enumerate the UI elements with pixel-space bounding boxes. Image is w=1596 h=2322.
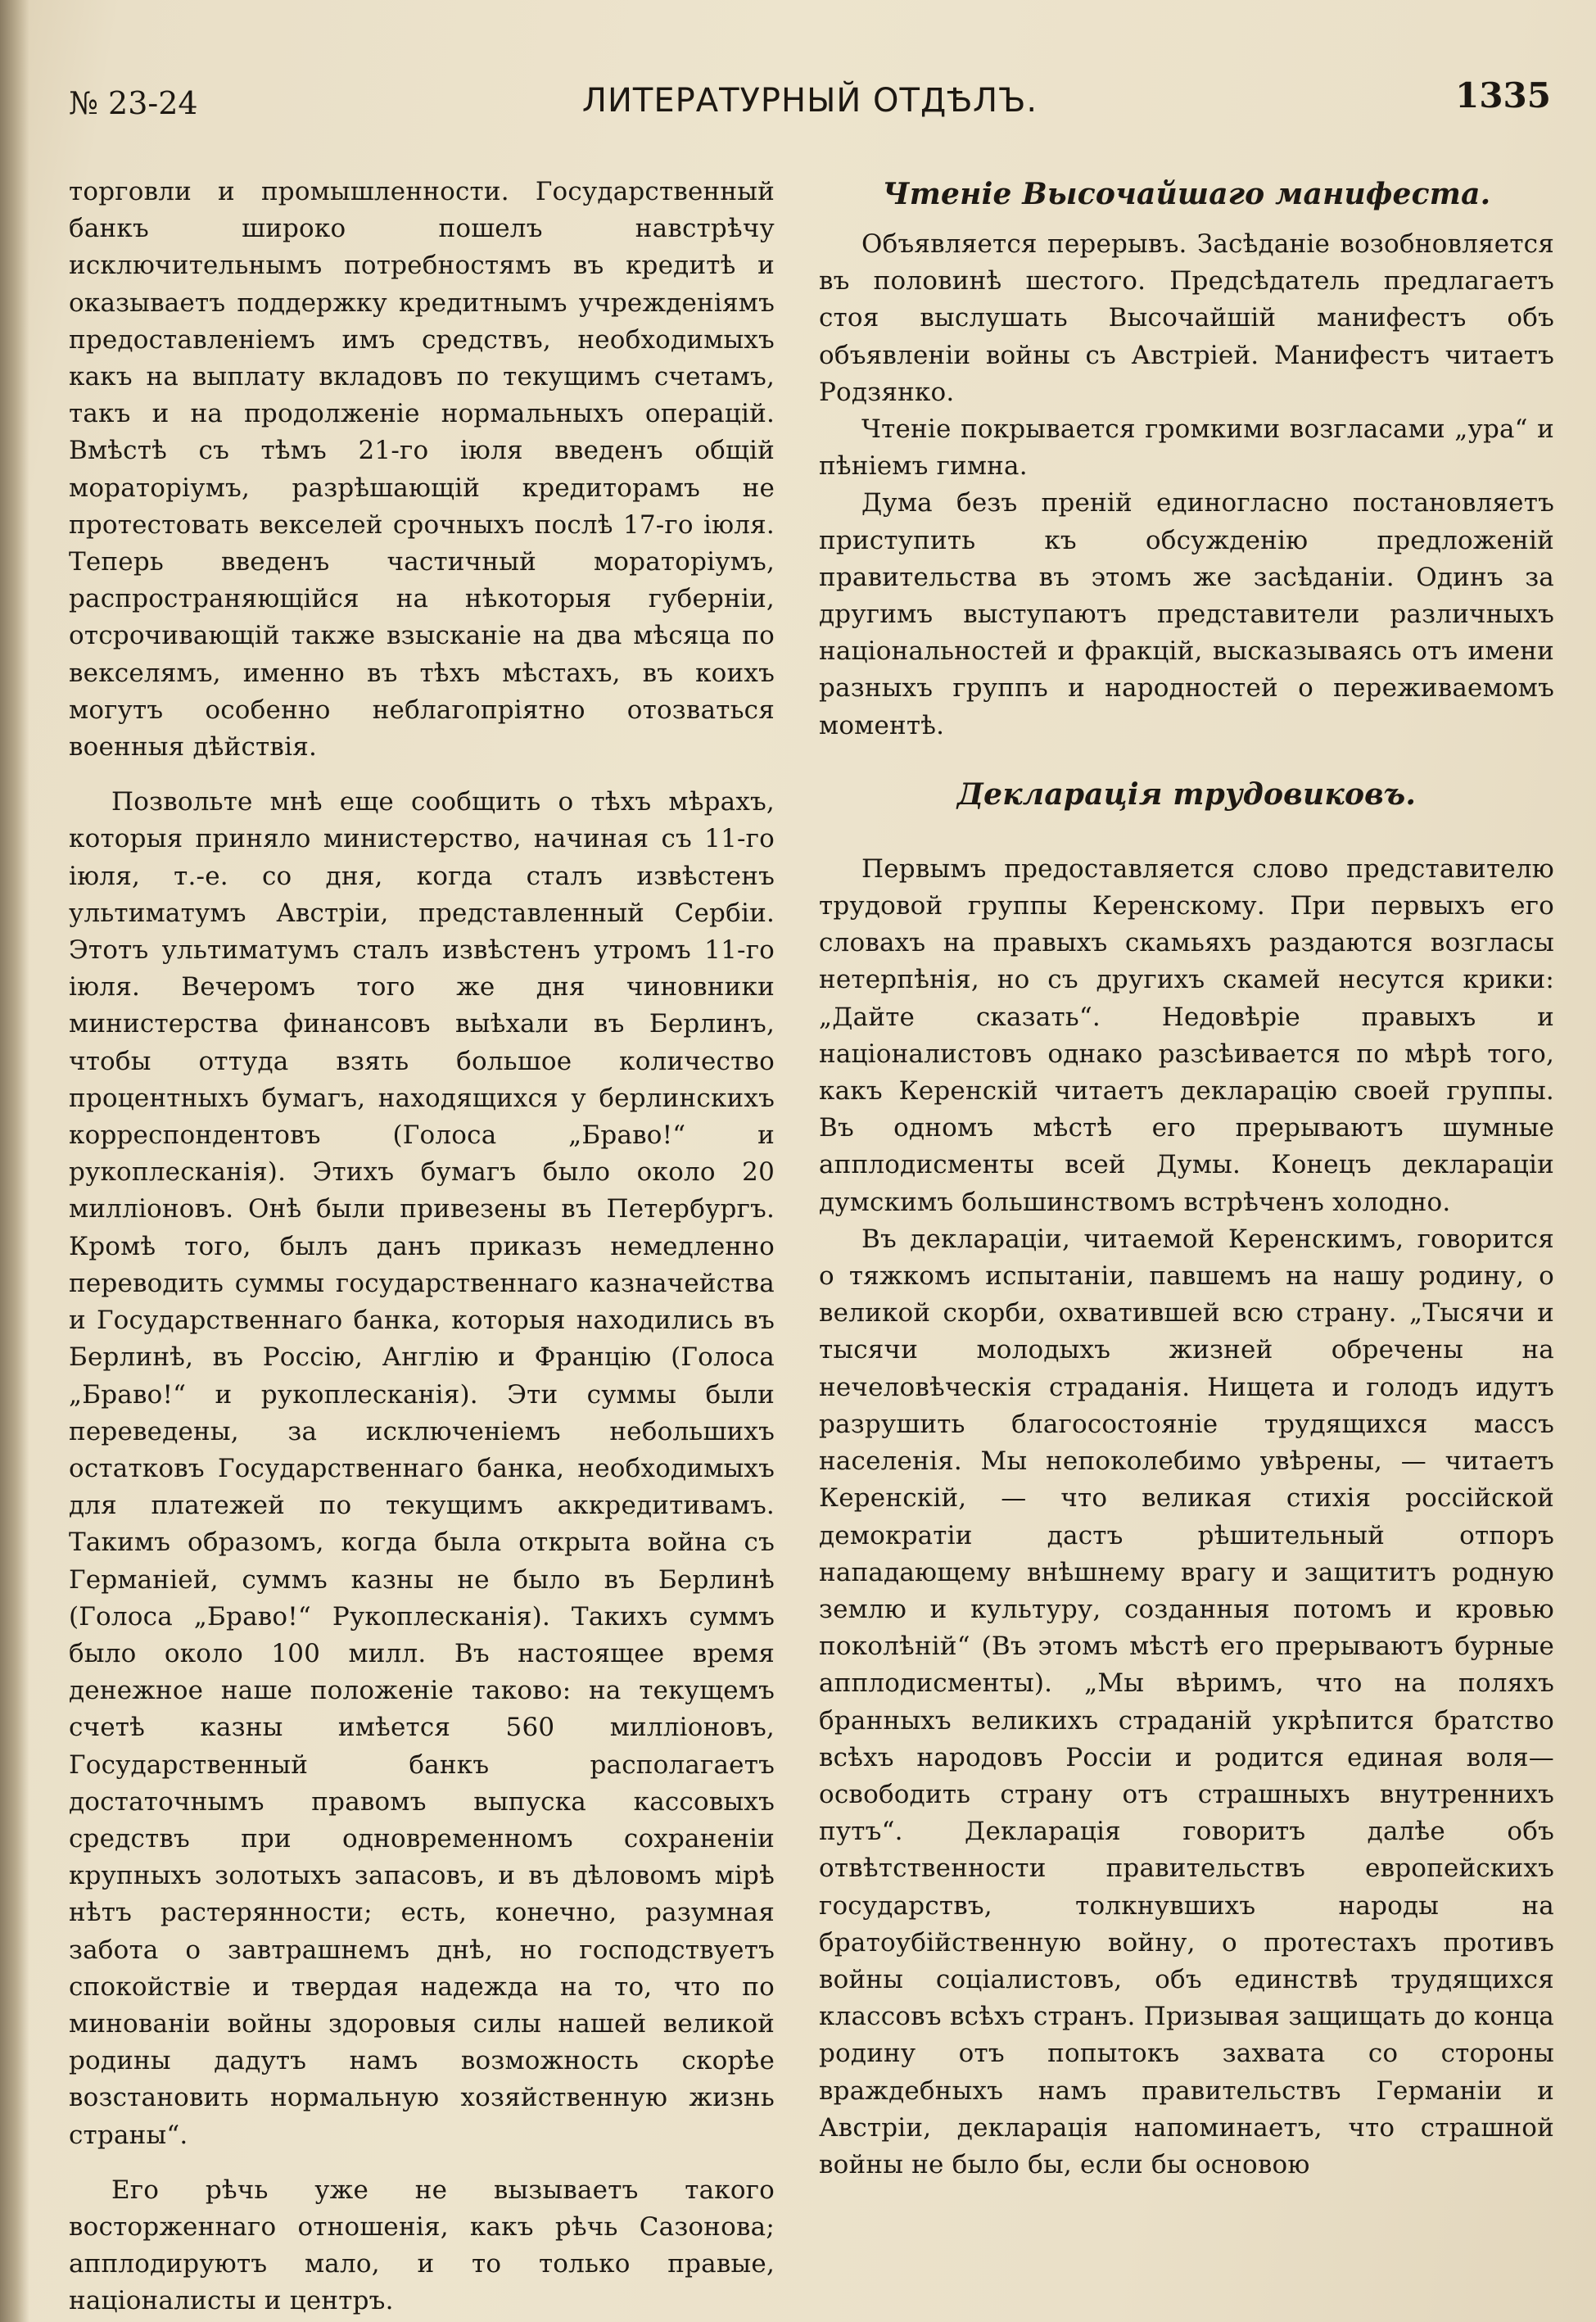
paragraph: Позвольте мнѣ еще сообщить о тѣхъ мѣрахъ, которыя приняло министерство, начиная съ 11-го іюля, т.-е. со дня, когда сталъ извѣстенъ ультиматумъ Австріи, представленный Сербіи. Этотъ ультиматумъ сталъ извѣстенъ утромъ 11-го іюля. Вечеромъ того же дня чиновники министерства финансовъ выѣхали въ Берлинъ, чтобы оттуда взять большое количество процентныхъ бумагъ, находящихся у берлинскихъ корреспондентовъ (Голоса „Браво!“ и рукоплесканія). Этихъ бумагъ было около 20 милліоновъ. Онѣ были привезены въ Петербургъ. Кромѣ того, былъ данъ приказъ немедленно переводить суммы государственнаго казначейства и Государственнаго банка, которыя находились въ Берлинѣ, въ Россію, Англію и Францію (Голоса „Браво!“ и рукоплесканія). Эти суммы были переведены, за исключеніемъ небольшихъ остатковъ Государственнаго банка, необходимыхъ для платежей по текущимъ аккредитивамъ. Такимъ образомъ, когда была открыта война съ Германіей, суммъ казны не было въ Берлинѣ (Голоса „Браво!“ Рукоплесканія). Такихъ суммъ было около 100 милл. Въ настоящее время денежное наше положеніе таково: на текущемъ счетѣ казны имѣется 560 милліоновъ, Государственный банкъ располагаетъ достаточнымъ правомъ выпуска кассовыхъ средствъ при одновременномъ сохраненіи крупныхъ золотыхъ запасовъ, и въ дѣловомъ мірѣ нѣтъ растерянности; есть, конечно, разумная забота о завтрашнемъ днѣ, но господствуетъ спокойствіе и твердая надежда на то, что по минованіи войны здоровыя силы нашей великой родины дадутъ намъ возможность скорѣе возстановить нормальную хозяйственную жизнь страны“. [69,787,775,2150]
running-header [69,75,1551,134]
right-column [819,174,1554,2184]
section-heading-trudoviks-declaration: Декларація трудовиковъ. [956,776,1417,812]
paragraph: Дума безъ преній единогласно постановляетъ приступить къ обсужденію предложеній правительства въ этомъ же засѣданіи. Одинъ за другимъ выступаютъ представители различныхъ національностей и фракцій, высказываясь отъ имени разныхъ группъ и народностей о переживаемомъ моментѣ. [819,488,1554,740]
paragraph: Въ декларацiи, читаемой Керенскимъ, говорится о тяжкомъ испытаніи, павшемъ на нашу родину, о великой скорби, охватившей всю страну. „Тысячи и тысячи молодыхъ жизней обречены на нечеловѣческія страданія. Нищета и голодъ идутъ разрушить благосостояніе трудящихся массъ населенія. Мы непоколебимо увѣрены, — читаетъ Керенскій, — что великая стихія россійской демократіи дастъ рѣшительный отпоръ нападающему внѣшнему врагу и защититъ родную землю и культуру, созданныя потомъ и кровью поколѣній“ (Въ этомъ мѣстѣ его прерываютъ бурные апплодисменты). „Мы вѣримъ, что на поляхъ бранныхъ великихъ страданій укрѣпится братство всѣхъ народовъ Россіи и родится единая воля—освободить страну отъ страшныхъ внутреннихъ путъ“. Декларація говоритъ далѣе объ отвѣтственности правительствъ европейскихъ государствъ, толкнувшихъ народы на братоубійственную войну, о протестахъ противъ войны соціалистовъ, объ единствѣ трудящихся классовъ всѣхъ странъ. Призывая защищать до конца родину отъ попытокъ захвата со стороны враждебныхъ намъ правительствъ Германіи и Австріи, декларація напоминаетъ, что страшной войны не было бы, если бы основою [819,1224,1554,2179]
page-number: 1335 [1455,75,1551,115]
book-spine-shadow [0,0,29,2322]
section-heading-manifesto: Чтеніе Высочайшаго манифеста. [882,177,1491,211]
left-column [69,174,775,2320]
issue-number: № 23-24 [69,85,198,121]
paragraph: Чтеніе покрывается громкими возгласами „ура“ и пѣніемъ гимна. [819,414,1554,482]
paragraph: Его рѣчь уже не вызываетъ такого восторженнаго отношенія, какъ рѣчь Сазонова; апплодируютъ мало, и то только правые, націоналисты и центръ. [69,2175,775,2316]
paragraph: торговли и промышленности. Государственный банкъ широко пошелъ навстрѣчу исключительнымъ потребностямъ въ кредитѣ и оказываетъ поддержку кредитнымъ учрежденіямъ предоставленіемъ имъ средствъ, необходимыхъ какъ на выплату вкладовъ по текущимъ счетамъ, такъ и на продолженіе нормальныхъ операцій. Вмѣстѣ съ тѣмъ 21-го іюля введенъ общій мораторіумъ, разрѣшающій кредиторамъ не протестовать векселей срочныхъ послѣ 17-го іюля. Теперь введенъ частичный мораторіумъ, распространяющійся на нѣкоторыя губерніи, отсрочивающій также взысканіе на два мѣсяца по векселямъ, именно въ тѣхъ мѣстахъ, въ коихъ могутъ особенно неблагопріятно отозваться военныя дѣйствія. [69,177,775,763]
paragraph: Первымъ предоставляется слово представителю трудовой группы Керенскому. При первыхъ его словахъ на правыхъ скамьяхъ раздаются возгласы нетерпѣнія, но съ другихъ скамей несутся крики: „Дайте сказать“. Недовѣріе правыхъ и націоналистовъ однако разсѣивается по мѣрѣ того, какъ Керенскій читаетъ декларацію своей группы. Въ одномъ мѣстѣ его прерываютъ шумные апплодисменты всей Думы. Конецъ декларацiи думскимъ большинствомъ встрѣченъ холодно. [819,853,1554,1217]
paragraph: Объявляется перерывъ. Засѣданіе возобновляется въ половинѣ шестого. Предсѣдатель предлагаетъ стоя выслушать Высочайшій манифестъ объ объявленіи войны съ Австріей. Манифестъ читаетъ Родзянко. [819,229,1554,407]
section-title: ЛИТЕРАТУРНЫЙ ОТДѢЛЪ. [581,82,1038,120]
